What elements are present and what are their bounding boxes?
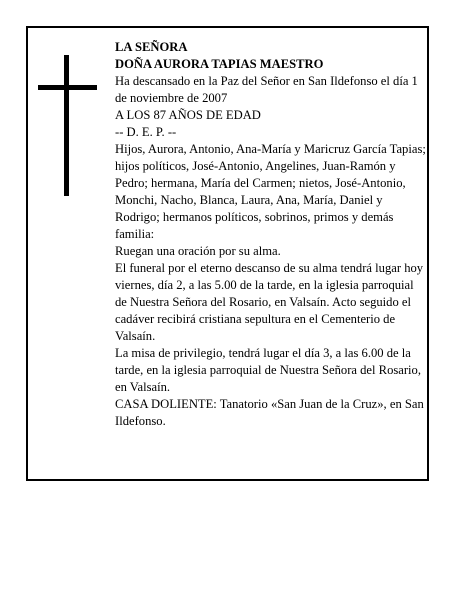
family-list: Hijos, Aurora, Antonio, Ana-María y Maricruz García Tapias; hijos políticos, José-Antonio, Angelines, Juan-Ramón y Pedro; hermana, María del Carmen; nietos, José-Antonio, Monchi, Nacho, Blanca, Laura, Ana, María, Daniel y Rodrigo; hermanos políticos, sobrinos, primos y demás familia:	[115, 142, 426, 241]
cross-vertical-bar	[64, 55, 69, 196]
prayer-request: Ruegan una oración por su alma.	[115, 244, 281, 258]
heading: LA SEÑORA	[115, 40, 188, 54]
deceased-name: DOÑA AURORA TAPIAS MAESTRO	[115, 57, 324, 71]
funeral-details: El funeral por el eterno descanso de su alma tendrá lugar hoy viernes, día 2, a las 5.00 de la tarde, en la iglesia parroquial de Nuestra Señora del Rosario, en Valsaín. Acto seguido el cadáver recibirá cristiana sepultura en el Cementerio de Valsaín.	[115, 261, 424, 343]
rip-line: -- D. E. P. --	[115, 125, 177, 139]
obituary-text	[115, 39, 427, 430]
age-line: A LOS 87 AÑOS DE EDAD	[115, 108, 261, 122]
cross-horizontal-bar	[38, 85, 97, 90]
death-notice: Ha descansado en la Paz del Señor en San Ildefonso el día 1 de noviembre de 2007	[115, 74, 418, 105]
mourning-house: CASA DOLIENTE: Tanatorio «San Juan de la Cruz», en San Ildefonso.	[115, 397, 424, 428]
mass-details: La misa de privilegio, tendrá lugar el día 3, a las 6.00 de la tarde, en la iglesia parroquial de Nuestra Señora del Rosario, en Valsaín.	[115, 346, 421, 394]
